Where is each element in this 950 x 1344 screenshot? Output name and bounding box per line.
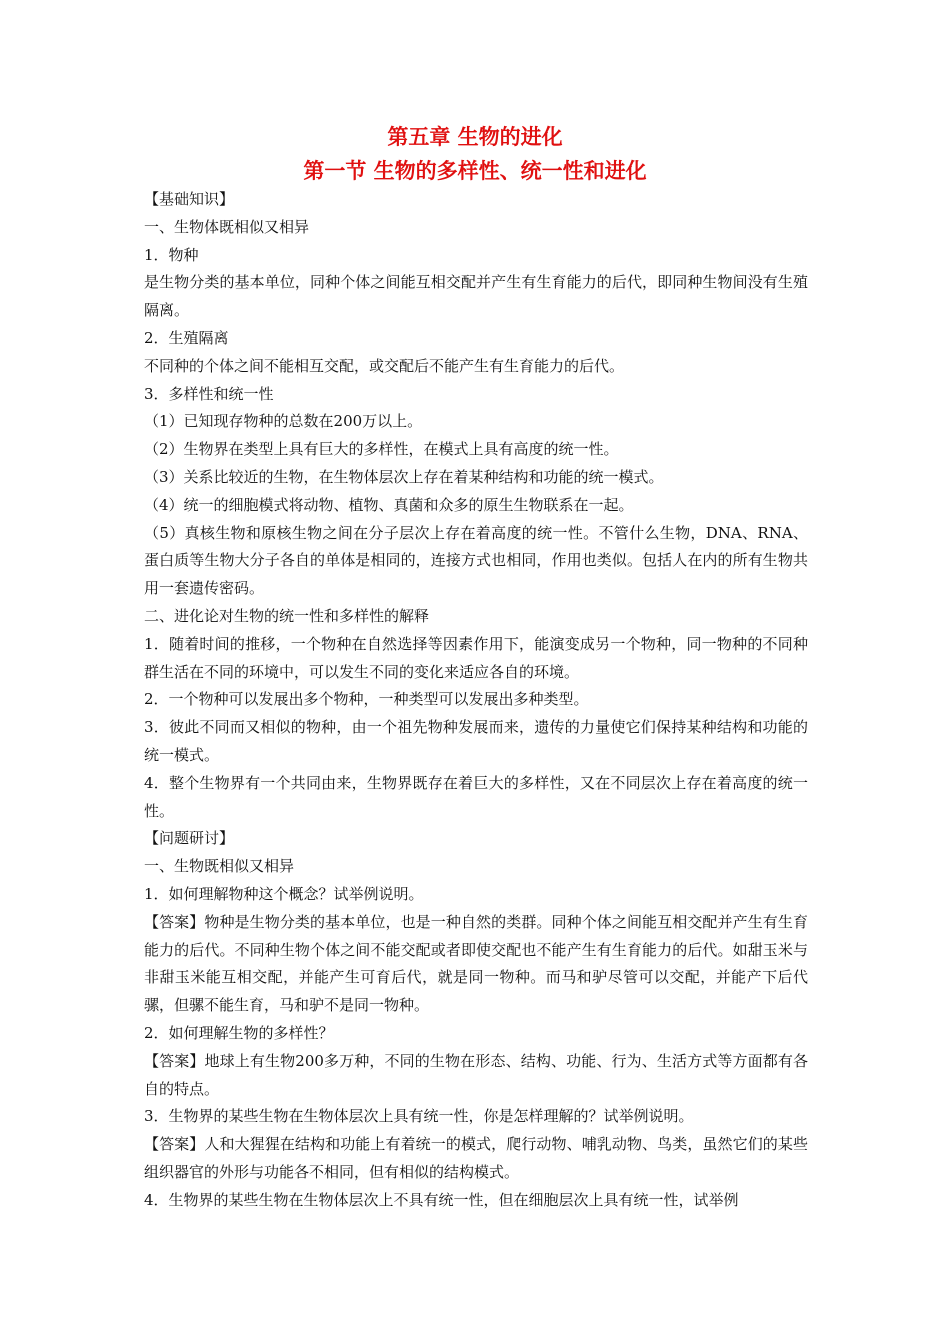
list-item: （1）已知现存物种的总数在200万以上。 [144,412,423,431]
title-block [0,120,950,188]
question: 1．如何理解物种这个概念？试举例说明。 [144,884,424,903]
heading-problem-discussion: 【问题研讨】 [144,829,235,848]
answer: 【答案】地球上有生物200多万种，不同的生物在形态、结构、功能、行为、生活方式等方面都有各自的特点。 [144,1051,808,1098]
heading-basic-knowledge: 【基础知识】 [144,190,235,208]
list-item: 4．整个生物界有一个共同由来，生物界既存在着巨大的多样性，又在不同层次上存在着高度的统一性。 [144,773,808,820]
question: 2．如何理解生物的多样性？ [144,1023,334,1042]
section-heading: 二、进化论对生物的统一性和多样性的解释 [144,606,430,625]
section-title: 第一节 生物的多样性、统一性和进化 [303,159,647,183]
list-item: 1．随着时间的推移，一个物种在自然选择等因素作用下，能演变成另一个物种，同一物种的不同种群生活在不同的环境中，可以发生不同的变化来适应各自的环境。 [144,634,808,681]
subheading: 1．物种 [144,245,199,264]
list-item: （5）真核生物和原核生物之间在分子层次上存在着高度的统一性。不管什么生物，DNA、RNA、蛋白质等生物大分子各自的单体是相同的，连接方式也相同，作用也类似。包括人在内的所有生物共用一套遗传密码。 [144,523,808,598]
subheading: 3．多样性和统一性 [144,384,274,403]
chapter-title: 第五章 生物的进化 [387,125,563,149]
answer: 【答案】人和大猩猩在结构和功能上有着统一的模式，爬行动物、哺乳动物、鸟类，虽然它们的某些组织器官的外形与功能各不相同，但有相似的结构模式。 [144,1135,808,1181]
section-heading: 一、生物既相似又相异 [144,857,295,876]
list-item: （3）关系比较近的生物，在生物体层次上存在着某种结构和功能的统一模式。 [144,467,664,486]
list-item: 2．一个物种可以发展出多个物种，一种类型可以发展出多种类型。 [144,690,589,709]
answer: 【答案】物种是生物分类的基本单位，也是一种自然的类群。同种个体之间能互相交配并产生有生育能力的后代。不同种生物个体之间不能交配或者即使交配也不能产生有生育能力的后代。如甜玉米与非甜玉米能互相交配，并能产生可育后代，就是同一物种。而马和驴尽管可以交配，并能产下后代骡，但骡不能生育，马和驴不是同一物种。 [144,912,808,1015]
paragraph: 不同种的个体之间不能相互交配，或交配后不能产生有生育能力的后代。 [144,356,625,375]
section-heading: 一、生物体既相似又相异 [144,217,310,236]
document-body [144,186,808,1214]
list-item: 3．彼此不同而又相似的物种，由一个祖先物种发展而来，遗传的力量使它们保持某种结构和功能的统一模式。 [144,718,808,764]
subheading: 2．生殖隔离 [144,328,229,347]
question: 4．生物界的某些生物在生物体层次上不具有统一性，但在细胞层次上具有统一性，试举例 [144,1190,739,1209]
list-item: （2）生物界在类型上具有巨大的多样性，在模式上具有高度的统一性。 [144,440,619,459]
question: 3．生物界的某些生物在生物体层次上具有统一性，你是怎样理解的？试举例说明。 [144,1107,694,1126]
list-item: （4）统一的细胞模式将动物、植物、真菌和众多的原生生物联系在一起。 [144,495,634,514]
paragraph: 是生物分类的基本单位，同种个体之间能互相交配并产生有生育能力的后代，即同种生物间没有生殖隔离。 [144,273,808,320]
